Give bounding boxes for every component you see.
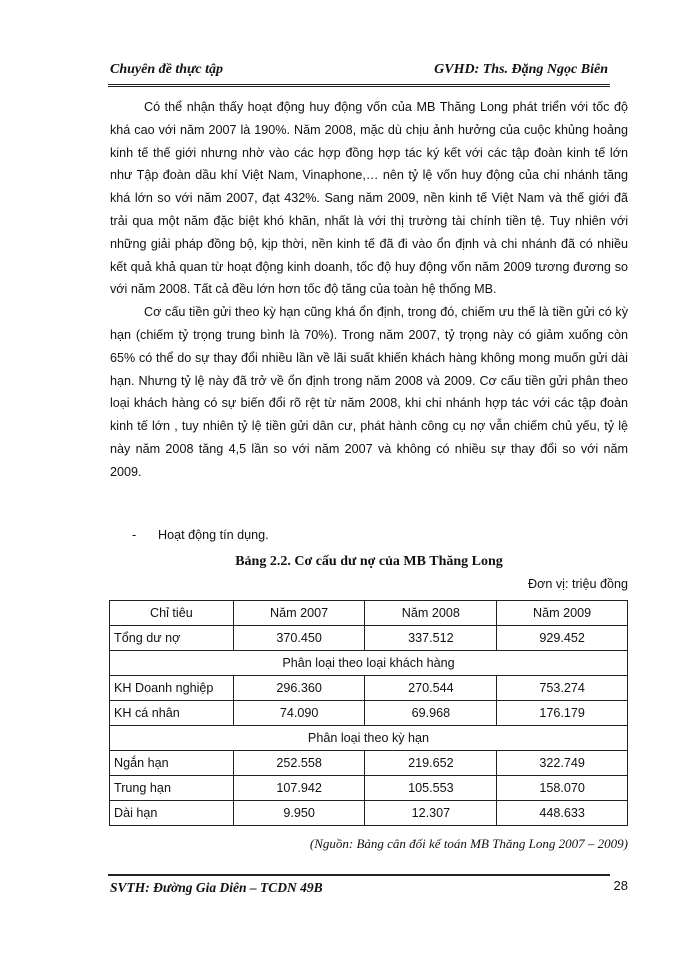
table-section-row xyxy=(110,651,628,676)
cell-value: 753.274 xyxy=(497,676,628,701)
header-supervisor: GVHD: Ths. Đặng Ngọc Biên xyxy=(434,62,608,77)
row-label: Ngắn hạn xyxy=(110,751,234,776)
cell-value: 929.452 xyxy=(497,626,628,651)
section-title: Phân loại theo kỳ hạn xyxy=(110,726,628,751)
column-header: Năm 2008 xyxy=(365,601,497,626)
paragraph-2: Cơ cấu tiền gửi theo kỳ hạn cũng khá ổn định, trong đó, chiếm ưu thế là tiền gửi có kỳ hạn (chiếm tỷ trọng trung bình là 70%). Trong năm 2007, tỷ trọng này có giảm xuống còn 65% có thể do sự thay đổi nhiều lần về lãi suất khiến khách hàng không mong muốn gửi dài hạn. Nhưng tỷ lệ này đã trở về ổn định trong năm 2008 và 2009. Cơ cấu tiền gửi phân theo loại khách hàng có sự biến đổi rõ rệt từ năm 2008, khi chi nhánh hợp tác với các tập đoàn kinh tế lớn , tuy nhiên tỷ lệ tiền gửi dân cư, phát hành công cụ nợ vẫn chiếm chủ yếu, tỷ lệ này năm 2008 tăng 4,5 lần so với năm 2007 và không có nhiều sự thay đổi so với năm 2009. xyxy=(110,305,628,479)
row-label: Tổng dư nợ xyxy=(110,626,234,651)
footer-author: SVTH: Đường Gia Diên – TCDN 49B xyxy=(110,880,323,895)
table-row xyxy=(110,801,628,826)
table-row xyxy=(110,676,628,701)
cell-value: 296.360 xyxy=(233,676,365,701)
cell-value: 74.090 xyxy=(233,701,365,726)
table-row-total xyxy=(110,626,628,651)
page-header xyxy=(110,62,608,82)
column-header: Năm 2007 xyxy=(233,601,365,626)
column-header: Năm 2009 xyxy=(497,601,628,626)
cell-value: 12.307 xyxy=(365,801,497,826)
bullet-item xyxy=(132,528,269,542)
row-label: Trung hạn xyxy=(110,776,234,801)
cell-value: 158.070 xyxy=(497,776,628,801)
cell-value: 370.450 xyxy=(233,626,365,651)
header-course-title: Chuyên đề thực tập xyxy=(110,62,224,77)
header-divider xyxy=(108,84,610,87)
column-header: Chỉ tiêu xyxy=(110,601,234,626)
table-row xyxy=(110,776,628,801)
table-title: Bảng 2.2. Cơ cấu dư nợ của MB Thăng Long xyxy=(235,554,503,569)
table-unit: Đơn vị: triệu đồng xyxy=(528,577,628,591)
cell-value: 252.558 xyxy=(233,751,365,776)
table-source: (Nguồn: Bảng cân đối kế toán MB Thăng Long 2007 – 2009) xyxy=(309,836,628,851)
row-label: KH cá nhân xyxy=(110,701,234,726)
row-label: Dài hạn xyxy=(110,801,234,826)
cell-value: 322.749 xyxy=(497,751,628,776)
table-row xyxy=(110,701,628,726)
cell-value: 69.968 xyxy=(365,701,497,726)
table-section-row xyxy=(110,726,628,751)
cell-value: 9.950 xyxy=(233,801,365,826)
cell-value: 176.179 xyxy=(497,701,628,726)
page-number: 28 xyxy=(613,878,628,893)
footer-divider xyxy=(108,874,610,876)
table-row xyxy=(110,751,628,776)
cell-value: 448.633 xyxy=(497,801,628,826)
table-header-row xyxy=(110,601,628,626)
section-title: Phân loại theo loại khách hàng xyxy=(110,651,628,676)
body-text xyxy=(110,96,628,484)
cell-value: 105.553 xyxy=(365,776,497,801)
cell-value: 337.512 xyxy=(365,626,497,651)
cell-value: 107.942 xyxy=(233,776,365,801)
cell-value: 270.544 xyxy=(365,676,497,701)
bullet-text: Hoạt động tín dụng. xyxy=(158,528,269,542)
debt-structure-table xyxy=(109,600,628,826)
bullet-dash: - xyxy=(132,528,137,542)
cell-value: 219.652 xyxy=(365,751,497,776)
paragraph-1: Có thể nhận thấy hoạt động huy động vốn của MB Thăng Long phát triển với tốc độ khá cao với năm 2007 là 190%. Năm 2008, mặc dù chịu ảnh hưởng của cuộc khủng hoảng kinh tế thế giới nhưng nhờ vào các hợp đồng hợp tác ký kết với các tập đoàn kinh tế lớn như Tập đoàn dầu khí Việt Nam, Vinaphone,… nên tỷ lệ vốn huy động của chi nhánh tăng khá lớn so với năm 2007, đạt 432%. Sang năm 2009, nền kinh tế Việt Nam và thế giới đã trải qua một năm đặc biệt khó khăn, nhất là với thị trường tài chính tiền tệ. Tuy nhiên với những giải pháp đồng bộ, kịp thời, nền kinh tế đã đi vào ổn định và chi nhánh đã có nhiều kết quả khả quan từ hoạt động kinh doanh, tốc độ huy động vốn năm 2009 tương đương so với năm 2008. Tất cả đều lớn hơn tốc độ tăng của toàn hệ thống MB. xyxy=(110,100,628,297)
row-label: KH Doanh nghiệp xyxy=(110,676,234,701)
